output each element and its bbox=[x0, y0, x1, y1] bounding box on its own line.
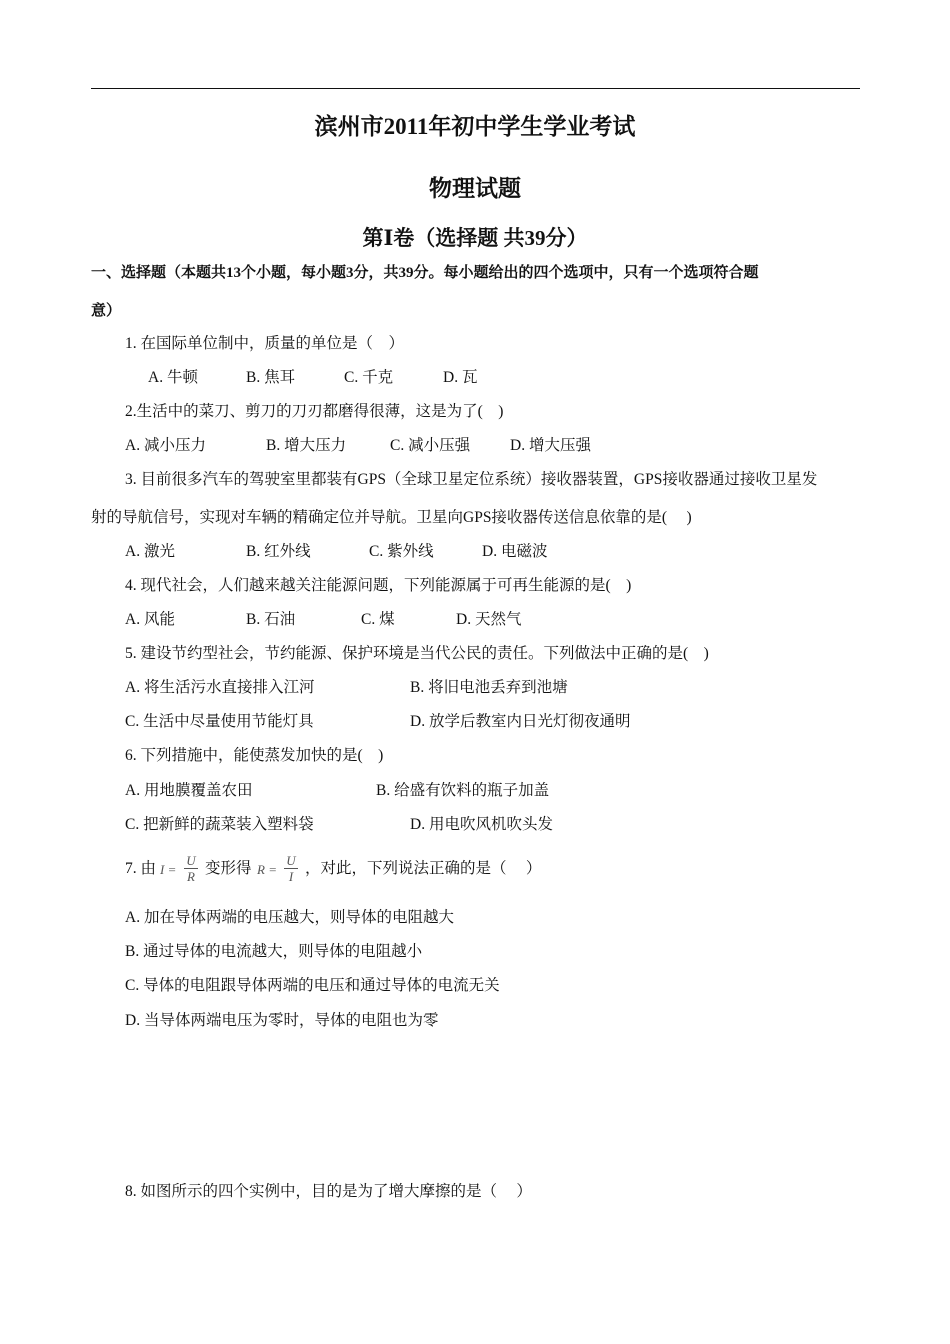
formula-1-fraction bbox=[184, 853, 198, 884]
question-1-option-d: D. 瓦 bbox=[443, 369, 478, 386]
question-5-option-c: C. 生活中尽量使用节能灯具 bbox=[125, 713, 314, 730]
formula-1-denominator: R bbox=[184, 868, 198, 884]
formula-2-numerator: U bbox=[286, 853, 296, 868]
subject-title: 物理试题 bbox=[429, 176, 521, 201]
question-7-option-a: A. 加在导体两端的电压越大，则导体的电阻越大 bbox=[125, 909, 454, 926]
question-5-stem: 5. 建设节约型社会，节约能源、保护环境是当代公民的责任。下列做法中正确的是( ) bbox=[125, 645, 709, 662]
formula-2-lhs: R = bbox=[257, 862, 277, 877]
question-2-stem: 2.生活中的菜刀、剪刀的刀刃都磨得很薄，这是为了( ) bbox=[125, 403, 504, 420]
header-rule bbox=[91, 88, 860, 89]
instructions-line-2: 意） bbox=[91, 303, 122, 319]
question-4-option-c: C. 煤 bbox=[361, 611, 395, 628]
question-5-option-a: A. 将生活污水直接排入江河 bbox=[125, 679, 315, 696]
question-1-option-c: C. 千克 bbox=[344, 369, 394, 386]
question-4-option-a: A. 风能 bbox=[125, 611, 175, 628]
formula-1-lhs: I = bbox=[160, 862, 177, 877]
question-2-option-b: B. 增大压力 bbox=[266, 437, 347, 454]
question-3-stem-line-2: 射的导航信号，实现对车辆的精确定位并导航。卫星向GPS接收器传送信息依靠的是( ) bbox=[91, 509, 692, 526]
question-3-option-a: A. 激光 bbox=[125, 543, 175, 560]
question-2-option-a: A. 减小压力 bbox=[125, 437, 206, 454]
question-3-option-b: B. 红外线 bbox=[246, 543, 311, 560]
question-2-option-c: C. 减小压强 bbox=[390, 437, 471, 454]
formula-2-denominator: I bbox=[284, 868, 298, 884]
question-3-stem-line-1: 3. 目前很多汽车的驾驶室里都装有GPS（全球卫星定位系统）接收器装置，GPS接收器通过接收卫星发 bbox=[125, 471, 818, 488]
question-8-stem: 8. 如图所示的四个实例中，目的是为了增大摩擦的是（ ） bbox=[125, 1183, 532, 1200]
question-1-option-b: B. 焦耳 bbox=[246, 369, 296, 386]
question-4-option-d: D. 天然气 bbox=[456, 611, 522, 628]
question-5-option-d: D. 放学后教室内日光灯彻夜通明 bbox=[410, 713, 631, 730]
question-2-option-d: D. 增大压强 bbox=[510, 437, 591, 454]
question-6-option-b: B. 给盛有饮料的瓶子加盖 bbox=[376, 782, 550, 799]
question-6-option-a: A. 用地膜覆盖农田 bbox=[125, 782, 253, 799]
question-1-stem: 1. 在国际单位制中，质量的单位是（ ） bbox=[125, 335, 405, 352]
question-3-option-c: C. 紫外线 bbox=[369, 543, 434, 560]
question-6-option-d: D. 用电吹风机吹头发 bbox=[410, 816, 553, 833]
question-7-stem-prefix: 7. 由 bbox=[125, 860, 157, 877]
question-7-stem-middle: 变形得 bbox=[205, 860, 252, 877]
question-7-stem-suffix: ，对此，下列说法正确的是（ ） bbox=[305, 860, 542, 877]
question-4-stem: 4. 现代社会，人们越来越关注能源问题，下列能源属于可再生能源的是( ) bbox=[125, 577, 632, 594]
exam-title: 滨州市2011年初中学生学业考试 bbox=[314, 114, 636, 139]
question-6-option-c: C. 把新鲜的蔬菜装入塑料袋 bbox=[125, 816, 314, 833]
formula-2-fraction bbox=[284, 853, 298, 884]
formula-1-numerator: U bbox=[186, 853, 196, 868]
question-6-stem: 6. 下列措施中，能使蒸发加快的是( ) bbox=[125, 747, 384, 764]
question-7-option-b: B. 通过导体的电流越大，则导体的电阻越小 bbox=[125, 943, 423, 960]
question-7-option-d: D. 当导体两端电压为零时，导体的电阻也为零 bbox=[125, 1012, 439, 1029]
question-5-option-b: B. 将旧电池丢弃到池塘 bbox=[410, 679, 568, 696]
question-3-option-d: D. 电磁波 bbox=[482, 543, 548, 560]
section-title: 第Ⅰ卷（选择题 共39分） bbox=[362, 226, 588, 250]
question-1-option-a: A. 牛顿 bbox=[148, 369, 198, 386]
question-4-option-b: B. 石油 bbox=[246, 611, 296, 628]
question-7-option-c: C. 导体的电阻跟导体两端的电压和通过导体的电流无关 bbox=[125, 977, 500, 994]
instructions-line-1: 一、选择题（本题共13个小题，每小题3分，共39分。每小题给出的四个选项中，只有一个选项符合题 bbox=[91, 265, 759, 281]
